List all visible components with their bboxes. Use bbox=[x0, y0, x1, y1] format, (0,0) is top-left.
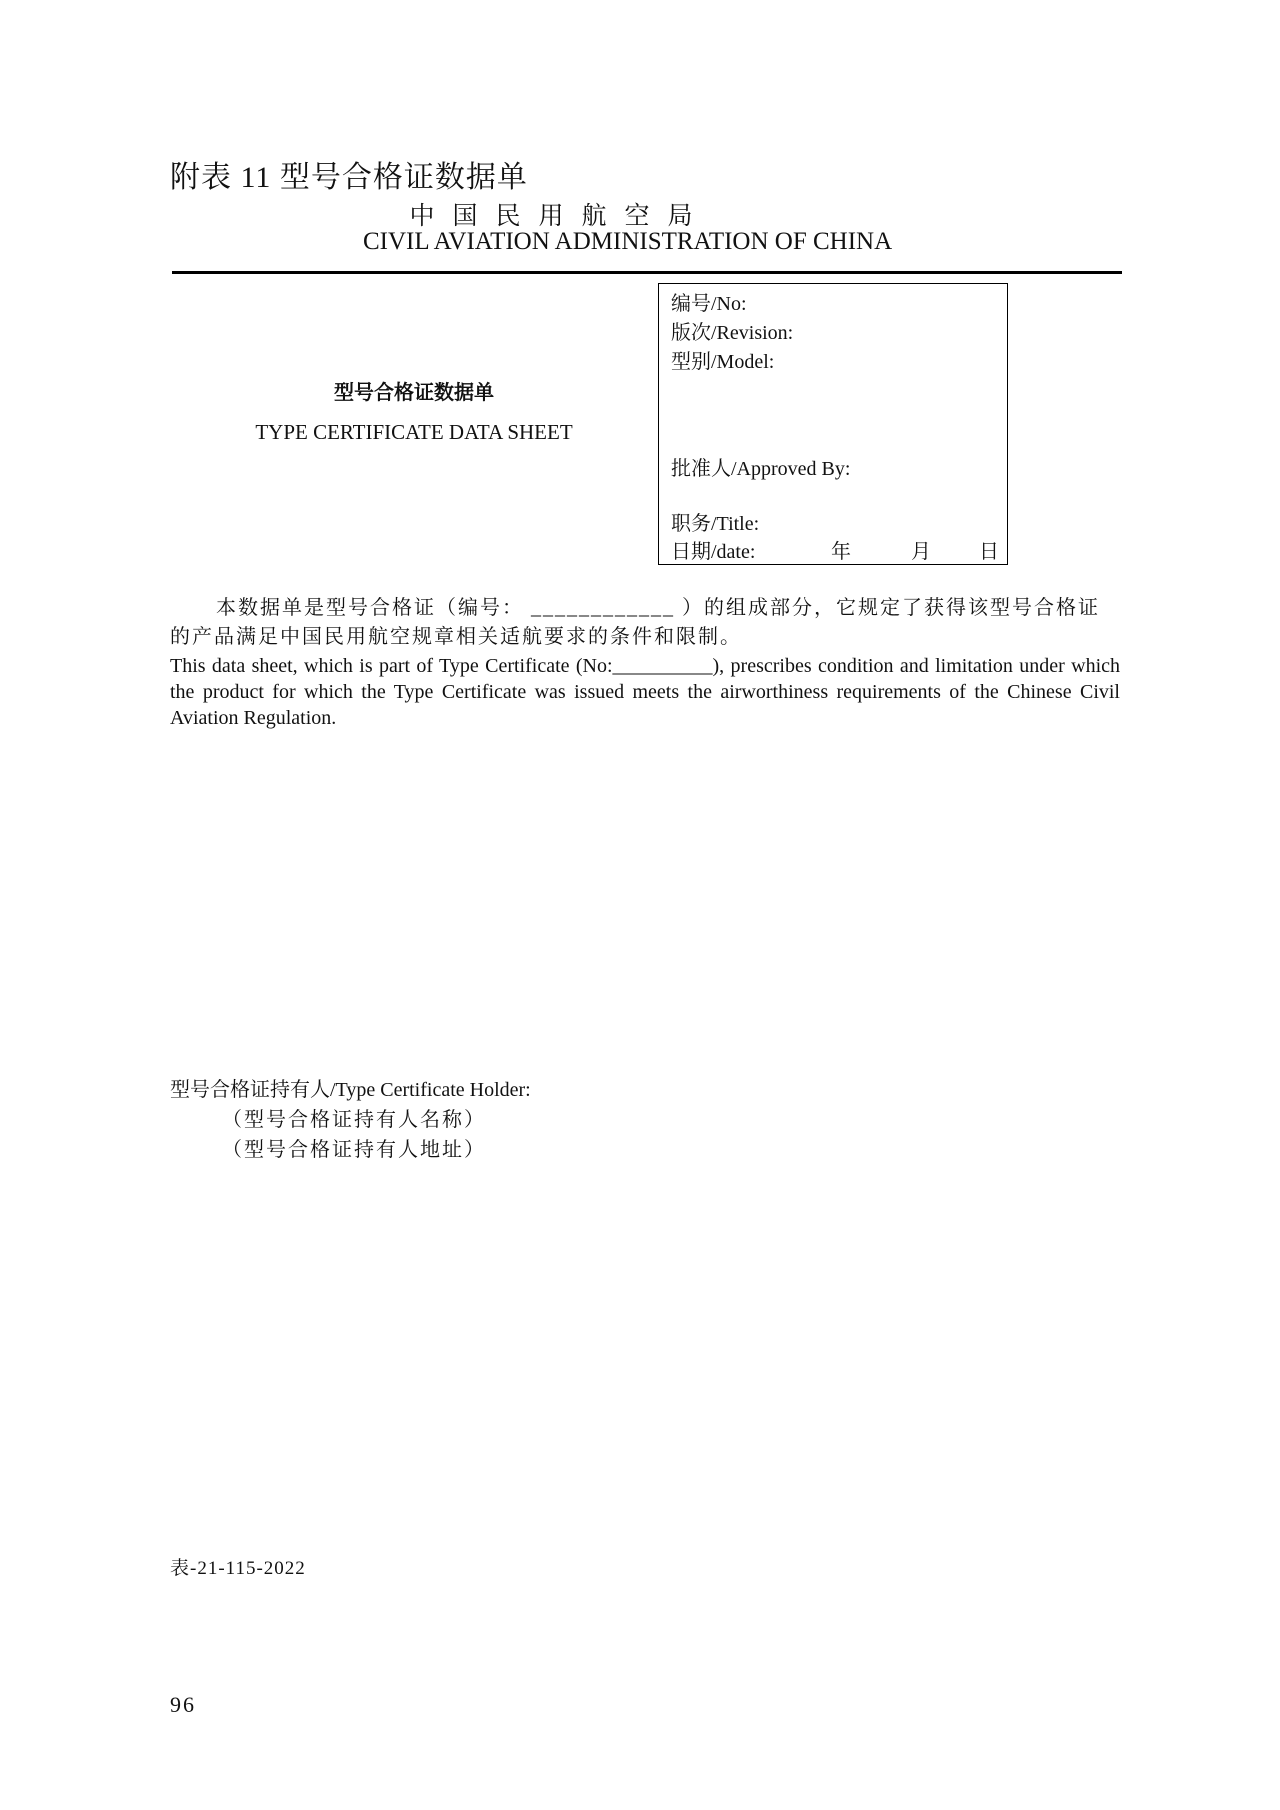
month-marker: 月 bbox=[911, 541, 931, 563]
day-marker: 日 bbox=[979, 541, 999, 563]
appendix-heading: 附表 11 型号合格证数据单 bbox=[170, 161, 528, 194]
year-marker: 年 bbox=[831, 541, 851, 563]
model-field-label: 型别/Model: bbox=[671, 351, 775, 373]
number-field-label: 编号/No: bbox=[671, 293, 747, 315]
approved-by-field-label: 批准人/Approved By: bbox=[671, 458, 851, 480]
certificate-holder-address: （型号合格证持有人地址） bbox=[222, 1139, 486, 1161]
sheet-title-chinese: 型号合格证数据单 bbox=[334, 380, 494, 404]
certificate-holder-label: 型号合格证持有人/Type Certificate Holder: bbox=[170, 1079, 531, 1101]
sheet-title-english: TYPE CERTIFICATE DATA SHEET bbox=[255, 420, 573, 444]
title-field-label: 职务/Title: bbox=[671, 513, 760, 535]
revision-field-label: 版次/Revision: bbox=[671, 322, 794, 344]
date-field bbox=[671, 535, 1001, 561]
intro-text-chinese: 本数据单是型号合格证（编号： ____________ ）的组成部分，它规定了获得该型号合格证的产品满足中国民用航空规章相关适航要求的条件和限制。 bbox=[170, 597, 1100, 648]
intro-paragraph-english: This data sheet, which is part of Type Certificate (No:__________), prescribes condition and limitation under which the product for which the Type Certificate was issued meets the airworthiness requirements of the Chinese Civil Aviation Regulation. bbox=[170, 655, 1120, 729]
document-info-box bbox=[658, 283, 1008, 565]
form-code: 表-21-115-2022 bbox=[170, 1558, 306, 1579]
date-field-label: 日期/date: bbox=[671, 541, 756, 563]
page-number: 96 bbox=[170, 1692, 196, 1717]
header-divider bbox=[172, 271, 1122, 274]
intro-paragraph-chinese bbox=[170, 594, 1120, 652]
agency-name-english: CIVIL AVIATION ADMINISTRATION OF CHINA bbox=[363, 228, 893, 255]
certificate-holder-name: （型号合格证持有人名称） bbox=[222, 1109, 486, 1131]
agency-name-chinese: 中国民用航空局 bbox=[409, 203, 711, 230]
